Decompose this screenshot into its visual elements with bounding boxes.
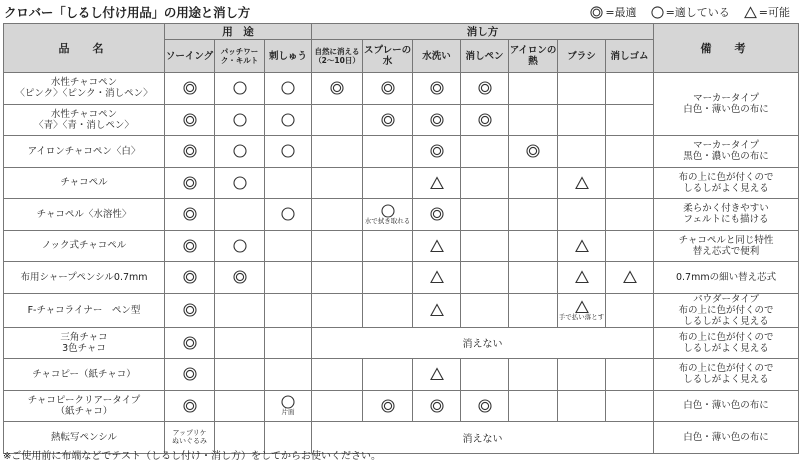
table-cell xyxy=(265,167,312,199)
double-circle-icon xyxy=(478,81,492,95)
double-circle-icon xyxy=(430,399,444,413)
circle-icon xyxy=(233,113,247,127)
table-cell xyxy=(509,136,558,168)
triangle-icon xyxy=(575,300,589,314)
triangle-icon xyxy=(575,270,589,284)
table-cell xyxy=(413,359,461,391)
product-note: マーカータイプ 白色・薄い色の布に xyxy=(654,73,799,136)
table-cell xyxy=(215,230,265,262)
table-cell xyxy=(165,262,215,294)
double-circle-icon xyxy=(183,399,197,413)
double-circle-icon xyxy=(430,144,444,158)
table-cell xyxy=(265,327,312,359)
usage-table xyxy=(3,23,799,454)
header-notes: 備 考 xyxy=(654,24,799,73)
double-circle-icon xyxy=(430,81,444,95)
table-cell xyxy=(265,390,312,422)
table-row xyxy=(4,293,799,327)
table-cell xyxy=(413,262,461,294)
table-row xyxy=(4,73,799,105)
legend xyxy=(590,4,790,20)
table-row xyxy=(4,199,799,231)
circle-icon xyxy=(651,6,664,19)
table-cell xyxy=(558,136,606,168)
table-cell xyxy=(265,293,312,327)
table-cell xyxy=(461,73,509,105)
legend-label: =最適 xyxy=(605,6,637,19)
circle-icon xyxy=(381,204,395,218)
product-note: チャコペルと同じ特性 替え芯式で便利 xyxy=(654,230,799,262)
table-cell xyxy=(413,104,461,136)
double-circle-icon xyxy=(183,270,197,284)
table-cell xyxy=(509,359,558,391)
double-circle-icon xyxy=(183,113,197,127)
table-cell xyxy=(312,230,363,262)
table-cell xyxy=(413,136,461,168)
header-erase-col: 水洗い xyxy=(413,40,461,73)
product-note: マーカータイプ 黒色・濃い色の布に xyxy=(654,136,799,168)
double-circle-icon xyxy=(330,81,344,95)
product-note: 布の上に色が付くので しるしがよく見える xyxy=(654,359,799,391)
header-erase-col: 消しゴム xyxy=(606,40,654,73)
circle-icon xyxy=(281,81,295,95)
header-erase-col: 消しペン xyxy=(461,40,509,73)
table-cell xyxy=(165,73,215,105)
product-note: 布の上に色が付くので しるしがよく見える xyxy=(654,167,799,199)
header-erase-col: ブラシ xyxy=(558,40,606,73)
table-cell xyxy=(413,199,461,231)
table-cell xyxy=(509,167,558,199)
double-circle-icon xyxy=(183,239,197,253)
product-name: 水性チャコペン 〈ピンク〉〈ピンク・消しペン〉 xyxy=(4,73,165,105)
table-cell xyxy=(606,359,654,391)
product-name: チャコピー（紙チャコ） xyxy=(4,359,165,391)
footnote: ※ご使用前に布端などでテスト（しるし付け・消し方）をしてからお使いください。 xyxy=(3,451,381,462)
table-cell xyxy=(265,136,312,168)
table-cell xyxy=(606,230,654,262)
header-product-name: 品 名 xyxy=(4,24,165,73)
double-circle-icon xyxy=(381,113,395,127)
table-cell xyxy=(413,293,461,327)
table-cell xyxy=(606,390,654,422)
table-cell xyxy=(461,390,509,422)
header-erase-method: 消し方 xyxy=(312,24,654,40)
legend-label: =可能 xyxy=(758,6,790,19)
triangle-icon xyxy=(575,239,589,253)
table-cell xyxy=(312,136,363,168)
table-cell xyxy=(312,359,363,391)
header-erase-col: スプレーの水 xyxy=(363,40,413,73)
double-circle-icon xyxy=(478,113,492,127)
circle-icon xyxy=(233,81,247,95)
double-circle-icon xyxy=(590,6,603,19)
circle-icon xyxy=(233,176,247,190)
table-cell xyxy=(509,199,558,231)
circle-icon xyxy=(281,207,295,221)
table-cell xyxy=(413,73,461,105)
double-circle-icon xyxy=(430,113,444,127)
table-cell xyxy=(215,359,265,391)
product-note: パウダータイプ 布の上に色が付くので しるしがよく見える xyxy=(654,293,799,327)
table-cell xyxy=(606,104,654,136)
product-name: 布用シャープペンシル0.7mm xyxy=(4,262,165,294)
table-cell xyxy=(312,293,363,327)
header-erase-col: アイロンの熱 xyxy=(509,40,558,73)
table-row xyxy=(4,230,799,262)
double-circle-icon xyxy=(183,176,197,190)
circle-icon xyxy=(281,144,295,158)
product-note: 柔らかく付きやすい フェルトにも描ける xyxy=(654,199,799,231)
double-circle-icon xyxy=(183,144,197,158)
table-cell xyxy=(461,262,509,294)
table-cell xyxy=(215,199,265,231)
table-cell xyxy=(461,293,509,327)
usage-text: アップリケ ぬいぐるみ xyxy=(165,422,215,454)
table-cell xyxy=(461,136,509,168)
table-cell xyxy=(509,293,558,327)
double-circle-icon xyxy=(381,81,395,95)
table-row xyxy=(4,390,799,422)
table-cell xyxy=(165,390,215,422)
table-cell xyxy=(265,230,312,262)
table-cell xyxy=(312,199,363,231)
table-cell xyxy=(558,199,606,231)
triangle-icon xyxy=(623,270,637,284)
legend-label: =適している xyxy=(665,6,730,19)
table-cell xyxy=(215,167,265,199)
product-name: 熱転写ペンシル xyxy=(4,422,165,454)
table-cell xyxy=(558,230,606,262)
product-name: アイロンチャコペン〈白〉 xyxy=(4,136,165,168)
header-usage-col: 刺しゅう xyxy=(265,40,312,73)
table-cell xyxy=(606,73,654,105)
table-cell xyxy=(265,199,312,231)
table-cell xyxy=(165,293,215,327)
double-circle-icon xyxy=(183,303,197,317)
table-cell xyxy=(215,293,265,327)
table-cell xyxy=(606,136,654,168)
table-cell xyxy=(265,262,312,294)
triangle-icon xyxy=(430,239,444,253)
table-cell xyxy=(413,230,461,262)
table-cell xyxy=(363,262,413,294)
table-row xyxy=(4,167,799,199)
table-cell xyxy=(606,167,654,199)
table-cell xyxy=(312,167,363,199)
table-cell xyxy=(165,136,215,168)
table-cell xyxy=(363,136,413,168)
table-cell xyxy=(363,390,413,422)
table-cell xyxy=(509,104,558,136)
table-row xyxy=(4,327,799,359)
triangle-icon xyxy=(430,303,444,317)
table-cell xyxy=(558,262,606,294)
double-circle-icon xyxy=(381,399,395,413)
header-usage-col: パッチワーク・キルト xyxy=(215,40,265,73)
double-circle-icon xyxy=(183,207,197,221)
table-cell xyxy=(265,73,312,105)
table-cell xyxy=(509,230,558,262)
product-note: 0.7mmの細い替え芯式 xyxy=(654,262,799,294)
table-cell xyxy=(312,73,363,105)
triangle-icon xyxy=(744,6,757,19)
table-cell xyxy=(558,104,606,136)
cell-annotation: 水で拭き取れる xyxy=(364,216,411,225)
table-cell xyxy=(165,104,215,136)
product-name: ノック式チャコペル xyxy=(4,230,165,262)
triangle-icon xyxy=(430,176,444,190)
product-note: 白色・薄い色の布に xyxy=(654,390,799,422)
table-row xyxy=(4,136,799,168)
cell-annotation: 片面 xyxy=(281,408,295,417)
product-name: 三角チャコ 3色チャコ xyxy=(4,327,165,359)
table-cell xyxy=(461,104,509,136)
table-cell xyxy=(509,390,558,422)
table-cell xyxy=(461,230,509,262)
table-cell xyxy=(165,167,215,199)
table-cell xyxy=(215,327,265,359)
legend-item xyxy=(651,4,730,20)
header-erase-col: 自然に消える（2〜10日） xyxy=(312,40,363,73)
product-name: 水性チャコペン 〈青〉〈青・消しペン〉 xyxy=(4,104,165,136)
product-name: F-チャコライナー ペン型 xyxy=(4,293,165,327)
triangle-icon xyxy=(575,176,589,190)
triangle-icon xyxy=(430,367,444,381)
table-row xyxy=(4,262,799,294)
table-cell xyxy=(363,167,413,199)
table-cell xyxy=(265,359,312,391)
table-cell xyxy=(165,199,215,231)
double-circle-icon xyxy=(526,144,540,158)
circle-icon xyxy=(233,144,247,158)
double-circle-icon xyxy=(478,399,492,413)
double-circle-icon xyxy=(183,81,197,95)
double-circle-icon xyxy=(183,336,197,350)
table-cell xyxy=(215,136,265,168)
table-cell xyxy=(413,167,461,199)
table-cell xyxy=(215,390,265,422)
table-cell xyxy=(165,359,215,391)
table-cell xyxy=(509,262,558,294)
table-cell xyxy=(215,104,265,136)
triangle-icon xyxy=(430,270,444,284)
table-cell xyxy=(558,293,606,327)
table-cell xyxy=(215,73,265,105)
table-cell xyxy=(312,262,363,294)
double-circle-icon xyxy=(233,270,247,284)
table-cell xyxy=(558,167,606,199)
table-cell xyxy=(363,199,413,231)
legend-item xyxy=(590,4,636,20)
circle-icon xyxy=(233,239,247,253)
product-name: チャコピークリアータイプ （紙チャコ） xyxy=(4,390,165,422)
table-cell xyxy=(363,104,413,136)
table-cell xyxy=(461,199,509,231)
table-cell xyxy=(363,73,413,105)
cell-annotation: 手で払い落とす xyxy=(558,312,605,321)
double-circle-icon xyxy=(430,207,444,221)
table-cell xyxy=(461,359,509,391)
header-usage-col: ソーイング xyxy=(165,40,215,73)
table-cell xyxy=(558,359,606,391)
table-cell xyxy=(312,390,363,422)
legend-item xyxy=(744,4,790,20)
erase-text: 消えない xyxy=(312,422,654,454)
table-cell xyxy=(606,293,654,327)
table-cell xyxy=(509,73,558,105)
circle-icon xyxy=(281,113,295,127)
product-note: 布の上に色が付くので しるしがよく見える xyxy=(654,327,799,359)
page-title: クロバー「しるし付け用品」の用途と消し方 xyxy=(4,5,251,20)
table-cell xyxy=(363,359,413,391)
table-row xyxy=(4,359,799,391)
table-cell xyxy=(363,293,413,327)
table-cell xyxy=(606,199,654,231)
table-cell xyxy=(363,230,413,262)
double-circle-icon xyxy=(183,367,197,381)
table-cell xyxy=(413,390,461,422)
product-name: チャコペル〈水溶性〉 xyxy=(4,199,165,231)
header-usage: 用 途 xyxy=(165,24,312,40)
table-cell xyxy=(312,104,363,136)
table-cell xyxy=(606,262,654,294)
product-name: チャコペル xyxy=(4,167,165,199)
table-cell xyxy=(461,167,509,199)
table-cell xyxy=(215,262,265,294)
table-cell xyxy=(165,230,215,262)
table-cell xyxy=(165,327,215,359)
table-cell xyxy=(558,390,606,422)
erase-text: 消えない xyxy=(312,327,654,359)
table-cell xyxy=(558,73,606,105)
product-note: 白色・薄い色の布に xyxy=(654,422,799,454)
table-cell xyxy=(265,104,312,136)
